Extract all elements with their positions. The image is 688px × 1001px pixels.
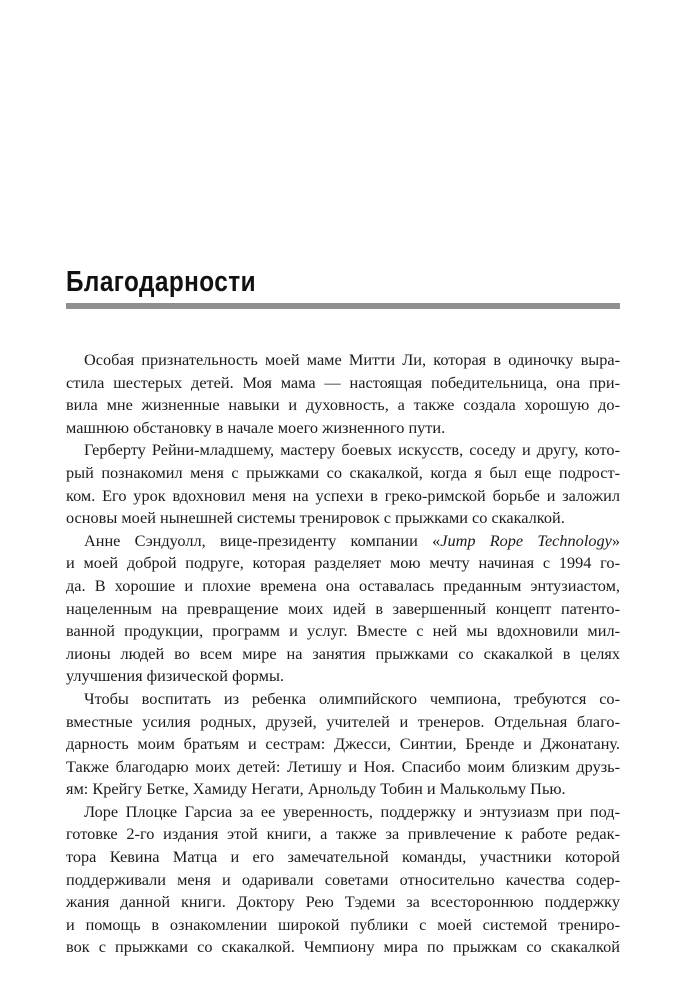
text-line: рый познакомил меня с прыжками со скакалкой, когда я был еще подрост- [66, 462, 620, 482]
text-line: да. В хорошие и плохие времена она оставалась преданным энтузиастом, [66, 575, 620, 595]
title-rule [66, 303, 620, 309]
text-line: вок с прыжками со скакалкой. Чемпиону мира по прыжкам со скакалкой [66, 937, 620, 957]
text-line: ванной продукции, программ и услуг. Вместе с ней мы вдохновили мил- [66, 621, 620, 641]
text-line: Герберту Рейни-младшему, мастеру боевых искусств, соседу и другу, кото- [84, 440, 620, 460]
text-line: и моей доброй подруге, которая разделяет мою мечту начиная с 1994 го- [66, 553, 620, 573]
company-name: Jump Rope Technology [440, 530, 612, 550]
text-line: основы моей нынешней системы тренировок с прыжками со скакалкой. [66, 508, 565, 528]
text-line: дарность моим братьям и сестрам: Джесси, Синтии, Бренде и Джонатану. [66, 734, 620, 754]
text-line: поддерживали меня и одаривали советами относительно качества содер- [66, 869, 620, 889]
text-line: ком. Его урок вдохновил меня на успехи в греко-римской борьбе и заложил [66, 485, 620, 505]
text-line: Чтобы воспитать из ребенка олимпийского чемпиона, требуются со- [84, 688, 620, 708]
text-line: лионы людей во всем мире на занятия прыжками со скакалкой в целях [66, 643, 620, 663]
text-line: стила шестерых детей. Моя мама — настоящая победительница, она при- [66, 372, 620, 392]
text-line: готовке 2-го издания этой книги, а также за привлечение к работе редак- [66, 824, 620, 844]
chapter-title: Благодарности [66, 266, 256, 298]
text-line: улучшения физической формы. [66, 666, 284, 686]
text-line: тора Кевина Матца и его замечательной команды, участники которой [66, 847, 620, 867]
text-line: Также благодарю моих детей: Летишу и Ноя. Спасибо моим близким друзь- [66, 756, 620, 776]
text-line: машнюю обстановку в начале моего жизненного пути. [66, 417, 446, 437]
text-line: Лоре Плоцке Гарсиа за ее уверенность, поддержку и энтузиазм при под- [84, 801, 620, 821]
text-line: ям: Крейгу Бетке, Хамиду Негати, Арнольду Тобин и Малькольму Пью. [66, 779, 566, 799]
text-line: жания данной книги. Доктору Рею Тэдеми за всестороннюю поддержку [66, 892, 620, 912]
text-line: Анне Сэндуолл, вице-президенту компании «Jump Rope Technology» [84, 530, 620, 550]
text-line: нацеленным на превращение моих идей в завершенный концепт патенто- [66, 598, 620, 618]
text-line: вила мне жизненные навыки и духовность, а также создала хорошую до- [66, 395, 620, 415]
text-line: вместные усилия родных, друзей, учителей и тренеров. Отдельная благо- [66, 711, 620, 731]
body-text [66, 349, 620, 959]
text-line: и помощь в ознакомлении широкой публики с моей системой трениро- [66, 914, 620, 934]
text-line: Особая признательность моей маме Митти Ли, которая в одиночку выра- [84, 350, 620, 369]
